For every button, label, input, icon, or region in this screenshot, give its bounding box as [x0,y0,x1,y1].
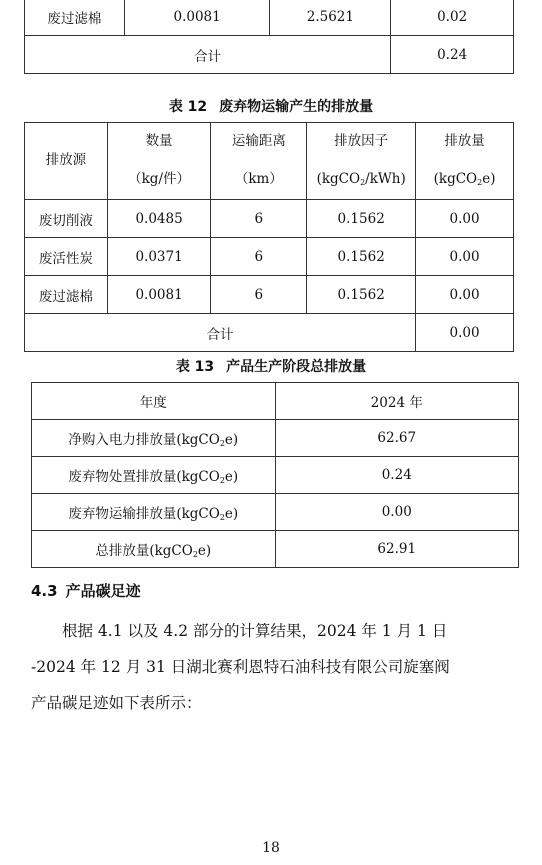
header-quantity: 数量 [107,123,211,162]
table-row [32,420,519,457]
total-value: 0.00 [416,314,514,352]
unit-subscript: 2 [360,178,366,188]
cell-source: 废活性炭 [25,238,108,276]
cell-quantity: 0.0371 [107,238,211,276]
unit-prefix: (kgCO [176,469,220,485]
table-row [25,276,514,314]
unit-prefix: (kgCO [149,543,193,559]
unit-subscript: 2 [219,513,225,522]
table-row [25,0,514,36]
row-label-text: 废弃物处置排放量 [68,469,177,485]
unit-suffix: /kWh) [365,171,406,188]
table-row [32,457,519,494]
header-distance-unit: （km） [211,161,307,200]
unit-subscript: 2 [219,439,225,448]
unit-suffix: e) [224,432,239,448]
cell-emission: 0.02 [391,0,514,36]
header-quantity-unit: （kg/件） [107,161,211,200]
page-number: 18 [262,840,280,856]
header-distance: 运输距离 [211,123,307,162]
unit-prefix: (kgCO [176,432,220,448]
section-heading [31,580,141,601]
cell-factor: 0.1562 [307,238,416,276]
caption-number: 表 13 [175,359,215,375]
unit-suffix: e) [224,469,239,485]
header-year-value: 2024 年 [275,383,518,420]
unit-prefix: (kgCO [316,171,361,188]
cell-source: 废过滤棉 [25,276,108,314]
unit-subscript: 2 [192,550,198,559]
unit-suffix: e) [197,543,212,559]
row-value: 62.91 [275,531,518,568]
section-number: 4.3 [31,582,58,600]
section-title: 产品碳足迹 [65,582,141,600]
caption-number: 表 12 [168,99,208,115]
cell-emission: 0.00 [416,276,514,314]
cell-distance: 6 [211,200,307,238]
row-value: 0.24 [275,457,518,494]
row-label [32,457,276,494]
table-total-row [25,314,514,352]
cell-distance: 6 [211,276,307,314]
table-11-tail [24,0,514,74]
caption-title: 产品生产阶段总排放量 [226,359,367,375]
unit-subscript: 2 [219,476,225,485]
unit-prefix: (kgCO [433,171,478,188]
row-label-text: 总排放量 [95,543,150,559]
table-row [32,531,519,568]
paragraph-line: 根据 4.1 以及 4.2 部分的计算结果，2024 年 1 月 1 日 [31,622,448,640]
unit-prefix: (kgCO [176,506,220,522]
cell-quantity: 0.0081 [124,0,270,36]
unit-subscript: 2 [477,178,483,188]
table-header-row [32,383,519,420]
row-label [32,494,276,531]
header-emission: 排放量 [416,123,514,162]
table-row [25,200,514,238]
header-factor-unit [307,161,416,200]
cell-source: 废切削液 [25,200,108,238]
cell-emission: 0.00 [416,238,514,276]
cell-factor: 2.5621 [270,0,391,36]
table-header-row [25,123,514,162]
table-12 [24,122,514,352]
paragraph-line: 产品碳足迹如下表所示： [31,694,202,712]
caption-title: 废弃物运输产生的排放量 [219,99,374,115]
row-label [32,531,276,568]
table-13 [31,382,519,568]
cell-quantity: 0.0081 [107,276,211,314]
table-12-caption [0,96,542,116]
cell-factor: 0.1562 [307,276,416,314]
total-label: 合计 [25,36,391,74]
row-label-text: 废弃物运输排放量 [68,506,177,522]
row-label-text: 净购入电力排放量 [68,432,177,448]
table-13-caption [0,356,542,376]
cell-distance: 6 [211,238,307,276]
table-row [25,238,514,276]
body-paragraph [31,613,521,721]
unit-suffix: e) [224,506,239,522]
cell-quantity: 0.0485 [107,200,211,238]
header-source: 排放源 [25,123,108,200]
cell-source: 废过滤棉 [25,0,125,36]
header-factor: 排放因子 [307,123,416,162]
header-year: 年度 [32,383,276,420]
row-value: 62.67 [275,420,518,457]
cell-factor: 0.1562 [307,200,416,238]
table-total-row [25,36,514,74]
header-emission-unit [416,161,514,200]
total-value: 0.24 [391,36,514,74]
cell-emission: 0.00 [416,200,514,238]
row-label [32,420,276,457]
total-label: 合计 [25,314,416,352]
unit-suffix: e) [482,171,496,188]
table-row [32,494,519,531]
paragraph-line: -2024 年 12 月 31 日湖北赛利恩特石油科技有限公司旋塞阀 [31,658,450,676]
row-value: 0.00 [275,494,518,531]
